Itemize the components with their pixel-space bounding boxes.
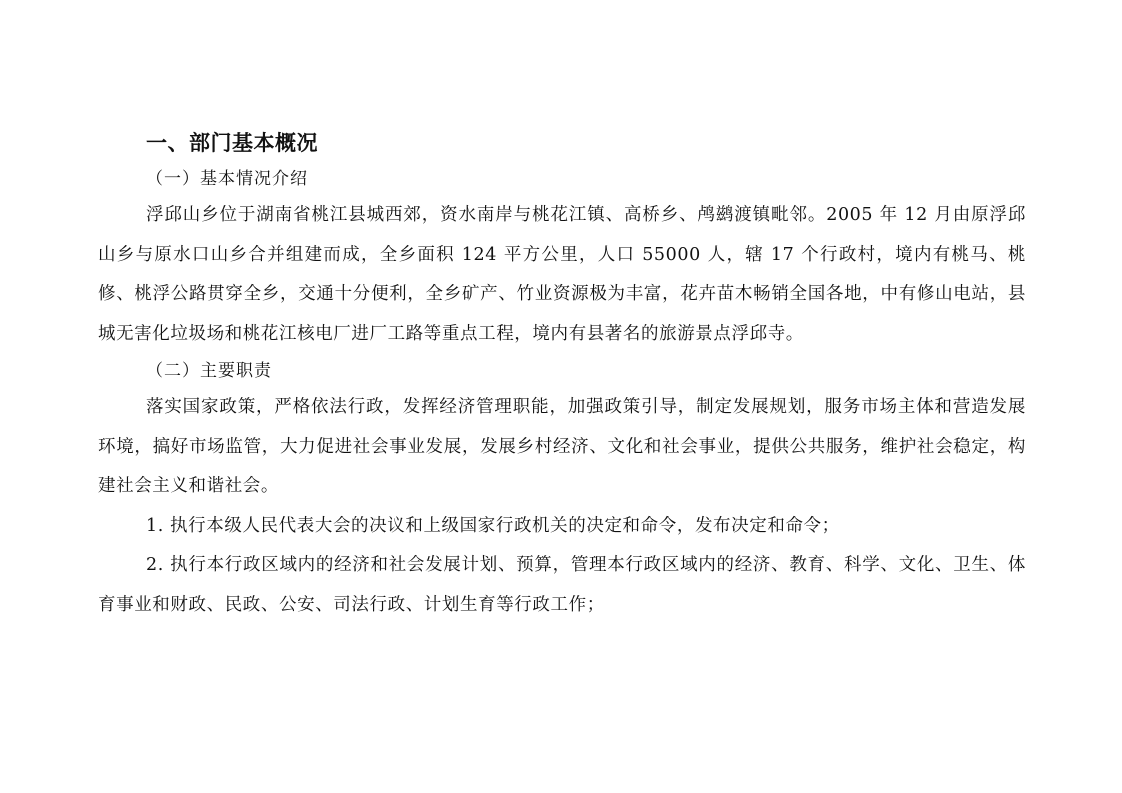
duty-item-2: 2. 执行本行政区域内的经济和社会发展计划、预算，管理本行政区域内的经济、教育、科学、文化、卫生、体育事业和财政、民政、公安、司法行政、计划生育等行政工作； <box>98 555 1026 615</box>
duty-item-1: 1. 执行本级人民代表大会的决议和上级国家行政机关的决定和命令，发布决定和命令； <box>146 515 840 536</box>
document-content <box>98 124 1026 625</box>
main-duties-paragraph: 落实国家政策，严格依法行政，发挥经济管理职能，加强政策引导，制定发展规划，服务市场主体和营造发展环境，搞好市场监管，大力促进社会事业发展，发展乡村经济、文化和社会事业，提供公共服务，维护社会稳定，构建社会主义和谐社会。 <box>98 397 1026 496</box>
subsection-heading-basic-info: （一）基本情况介绍 <box>146 169 308 189</box>
basic-info-paragraph: 浮邱山乡位于湖南省桃江县城西郊，资水南岸与桃花江镇、高桥乡、鸬鹚渡镇毗邻。2005 年 12 月由原浮邱山乡与原水口山乡合并组建而成，全乡面积 124 平方公里，人口 55000 人，辖 17 个行政村，境内有桃马、桃修、桃浮公路贯穿全乡，交通十分便利，全乡矿产、竹业资源极为丰富，花卉苗木畅销全国各地，中有修山电站，县城无害化垃圾场和桃花江核电厂进厂工路等重点工程，境内有县著名的旅游景点浮邱寺。 <box>98 205 1026 344</box>
section-title: 一、部门基本概况 <box>146 131 318 155</box>
subsection-heading-main-duties: （二）主要职责 <box>146 361 272 381</box>
